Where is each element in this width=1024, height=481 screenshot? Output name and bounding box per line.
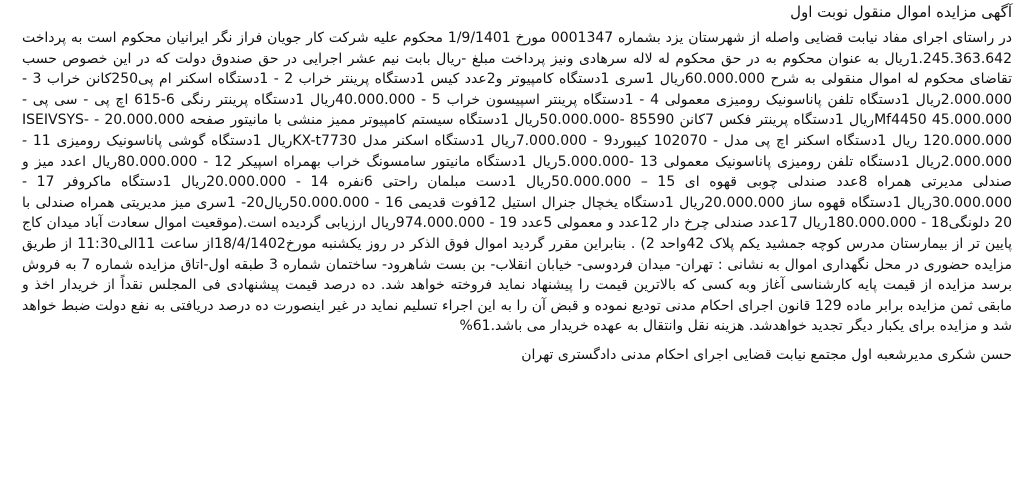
- notice-body: در راستای اجرای مفاد نیابت قضایی واصله از شهرستان یزد بشماره 0001347 مورخ 1/9/1401 محکوم علیه شرکت کار جویان فراز نگر ایرانیان محکوم است به پرداخت 1.245.363.642ریال به عنوان محکوم به در حق محکوم له لاله سرهادی ونیز پرداخت مبلغ -ریال بابت نیم عشر اجرایی در حق صندوق دولت که در این خصوص حسب تقاضای محکوم له اموال منقولی به شرح 60.000.000ریال 1سری 1دستگاه کامپیوتر و2عدد کیس 1دستگاه پرینتر خراب 2 - 1دستگاه اسکنر ام پی250کانن خراب 3 - 2.000.000ریال 1دستگاه تلفن پاناسونیک رومیزی معمولی 4 - 1دستگاه پرینتر اسپیسون خراب 5 - 40.000.000ریال 1دستگاه پرینتر رنگی 6-615 اچ پی - سی پی - Mf4450 45.000.000ریال 1دستگاه پرینتر فکس 7کانن 85590 -50.000.000ریال 1دستگاه سیستم کامپیوتر ممیز منشی با مانیتور صفحه 20.000.000 - ISEIVSYS- 120.000.000 ریال 1دستگاه اسکنر اچ پی مدل - 102070 کیبورد9 - 7.000.000ریال 1دستگاه اسکنر مدل KX-t7730ریال 1دستگاه گوشی پاناسونیک رومیزی 11 - 2.000.000ریال 1دستگاه تلفن رومیزی پاناسونیک معمولی 13 -5.000.000ریال 1دستگاه مانیتور سامسونگ خراب بهمراه اسپیکر 12 - 80.000.000ریال اعدد میز و صندلی مدیرتی همراه 8عدد صندلی چوبی قهوه ای 15 – 50.000.000ریال 1دست مبلمان راحتی 6نفره 14 - 20.000.000ریال 1دستگاه ماکروفر 17 - 30.000.000ریال 1دستگاه قهوه ساز 20.000.000ریال 1دستگاه یخچال جنرال استیل 12فوت قدیمی 16 - 50.000.000ریال20- 1سری میز مدیریتی همراه صندلی با 20 دلونگی18 - 180.000.000ریال 17عدد صندلی چرخ دار 12عدد و معمولی 5عدد 19 - 974.000.000ریال ارزیابی گردیده است.(موقعیت اموال سعادت آباد میدان کاج پایین تر از بیمارستان مدرس کوچه جمشید یکم پلاک 42واحد 2) . بنابراین مقرر گردید اموال فوق الذکر در روز یکشنبه مورخ18/4/1402از ساعت 11الی11:30 از طریق مزایده حضوری در محل نگهداری اموال به نشانی : تهران- میدان فردوسی- خیابان انقلاب- بن بست شاهرود- ساختمان شماره 3 طبقه اول-اتاق مزایده شماره 7 به فروش برسد مزایده از قیمت پایه کارشناسی آغاز وبه کسی که بالاترین قیمت را پیشنهاد نماید فروخته خواهد شد. ده درصد قیمت پیشنهادی فی المجلس نقداً از خریدار اخذ و مابقی ثمن مزایده برابر ماده 129 قانون اجرای احکام مدنی تودیع نموده و قبض آن را به این اجراء تسلیم نماید در غیر اینصورت ده درصد دریافتی به نفع دولت ضبط خواهد شد و مزایده برای یکبار دیگر تجدید خواهدشد. هزینه نقل وانتقال به عهده خریدار می باشد.61%: [22, 30, 1013, 335]
- notice-title: آگهی مزایده اموال منقول نوبت اول: [790, 3, 1012, 21]
- auction-notice: [22, 2, 1012, 366]
- notice-signature: حسن شکری مدیرشعبه اول مجتمع نیابت قضایی اجرای احکام مدنی دادگستری تهران: [521, 346, 1012, 363]
